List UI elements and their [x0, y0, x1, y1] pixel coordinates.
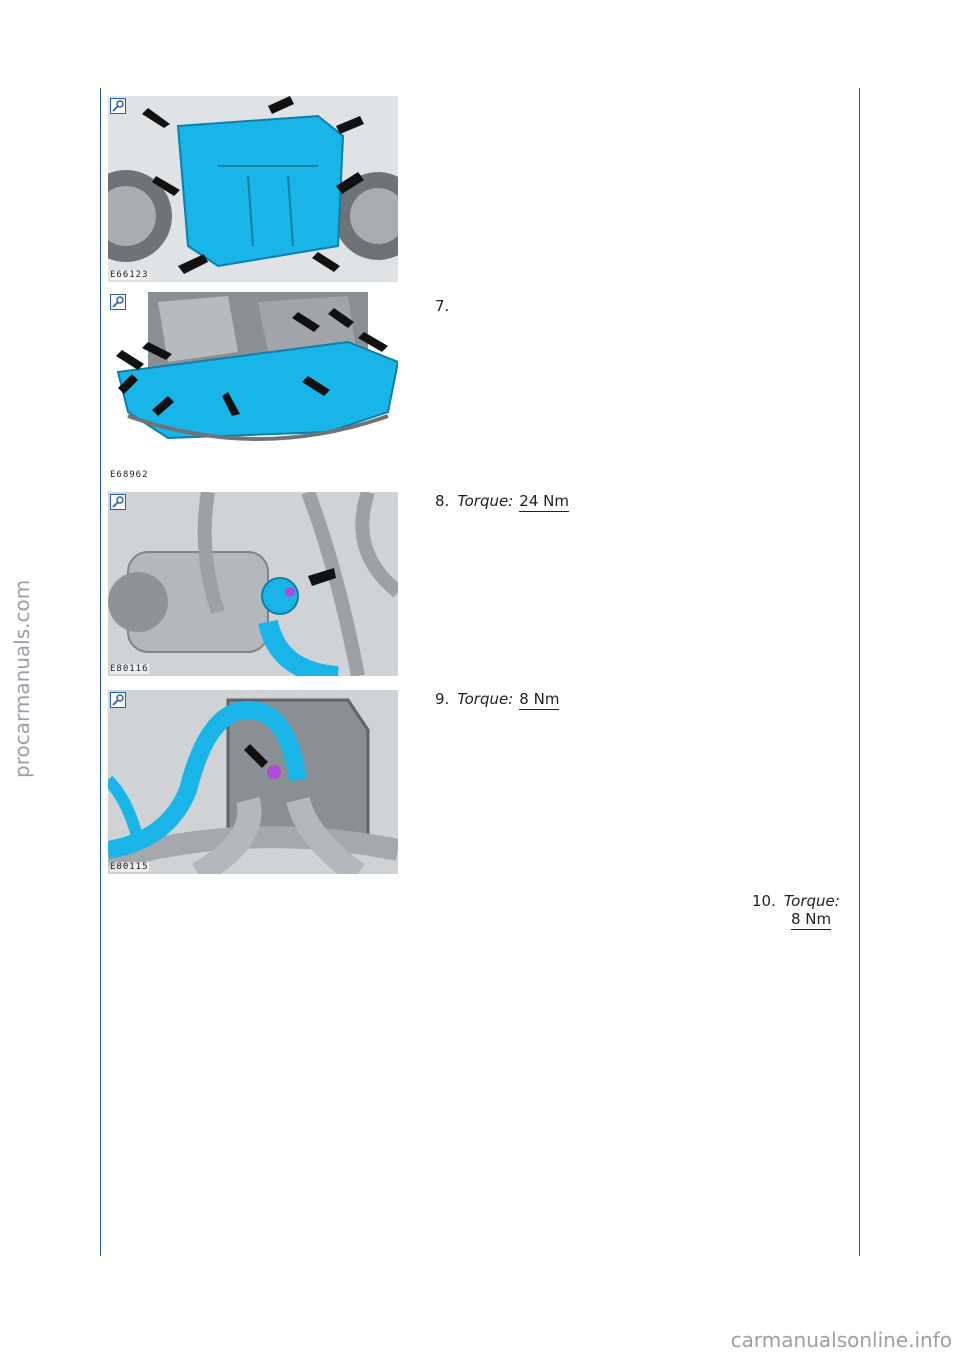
figure-label: E80116: [110, 664, 149, 674]
figure-label: E80115: [110, 862, 149, 872]
illustration-graphic: [108, 292, 398, 482]
torque-value[interactable]: 8 Nm: [791, 910, 832, 928]
illustration-graphic: [108, 96, 398, 282]
torque-value[interactable]: 24 Nm: [519, 492, 569, 510]
torque-label: Torque:: [783, 892, 840, 910]
zoom-icon[interactable]: [110, 494, 126, 510]
torque-value[interactable]: 8 Nm: [519, 690, 560, 708]
illustration-graphic: [108, 690, 398, 874]
side-watermark: procarmanuals.com: [10, 579, 34, 778]
illustration-undershield-front[interactable]: [108, 96, 398, 282]
step-10-value: [791, 910, 831, 928]
step-number: 8.: [435, 492, 450, 510]
step-number: 7.: [435, 297, 450, 315]
illustration-undershield-rear[interactable]: [108, 292, 398, 482]
zoom-icon[interactable]: [110, 294, 126, 310]
torque-label: Torque:: [457, 492, 514, 510]
bottom-watermark: carmanualsonline.info: [730, 1328, 952, 1352]
zoom-icon[interactable]: [110, 692, 126, 708]
zoom-icon[interactable]: [110, 98, 126, 114]
step-10: [752, 892, 840, 910]
step-number: 10.: [752, 892, 776, 910]
figure-label: E66123: [110, 270, 149, 280]
illustration-compressor-hose[interactable]: [108, 492, 398, 676]
step-8: [435, 492, 569, 510]
step-number: 9.: [435, 690, 450, 708]
illustration-pipe-bracket[interactable]: [108, 690, 398, 874]
step-7: [435, 297, 449, 315]
left-margin-line: [100, 88, 101, 1256]
right-margin-line: [859, 88, 860, 1256]
step-9: [435, 690, 559, 708]
illustration-graphic: [108, 492, 398, 676]
torque-label: Torque:: [457, 690, 514, 708]
figure-label: E68962: [110, 470, 149, 480]
